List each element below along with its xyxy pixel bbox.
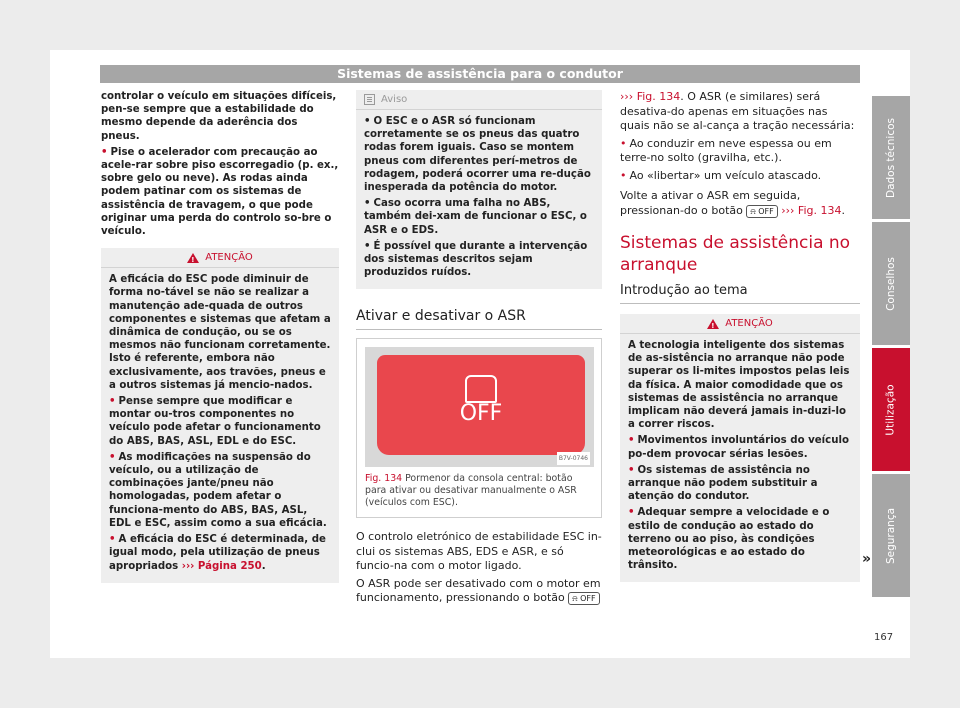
body-text: O ASR pode ser desativado com o motor em funcionamento, pressionando o botão xyxy=(356,576,601,605)
bullet-icon: • xyxy=(101,146,108,158)
warning-bullet xyxy=(109,451,332,530)
page-header: Sistemas de assistência para o condutor xyxy=(100,65,860,83)
bullet-icon: • xyxy=(364,198,371,210)
punctuation: . xyxy=(261,560,266,572)
bullet-icon: • xyxy=(620,136,627,150)
warning-body xyxy=(620,334,871,582)
body-text: . O ASR (e similares) será desativa-do apenas em situações nas quais não se al-cança a tração necessária: xyxy=(620,90,855,132)
warning-body xyxy=(101,268,339,582)
punctuation: . xyxy=(841,203,845,217)
bullet-text: Ao conduzir em neve espessa ou em terre-no solto (gravilha, etc.). xyxy=(620,136,832,164)
bullet-text: Caso ocorra uma falha no ABS, também dei-xam de funcionar o ESC, o ASR e o EDS. xyxy=(364,198,587,236)
chapter-title: Sistemas de assistência no arranque xyxy=(620,233,851,275)
note-title: Aviso xyxy=(381,93,408,105)
bullet-text: Pense sempre que modificar e montar ou-tros componentes no veículo pode afetar o funcionamento do ABS, BAS, ASL, EDL e do ESC. xyxy=(109,396,321,447)
list-item xyxy=(620,169,860,184)
warning-bullet xyxy=(628,464,853,504)
bullet-icon: • xyxy=(628,464,635,476)
page-reference-link[interactable]: ››› Página 250 xyxy=(181,560,262,572)
bullet-text: As modificações na suspensão do veículo, ou a utilização de combinações jante/pneu não homologadas, podem afetar o funciona-mento do ABS, BAS, ASL, EDL e ESC, assim como a sua eficácia. xyxy=(109,451,327,529)
page-number: 167 xyxy=(874,632,894,643)
warning-bullet xyxy=(109,533,332,573)
bullet-text: É possível que durante a intervenção dos sistemas descritos sejam produzidos ruídos. xyxy=(364,240,588,279)
bullet-icon: • xyxy=(620,168,627,182)
asr-off-key xyxy=(746,205,777,218)
figure-code: B7V-0746 xyxy=(557,452,590,465)
column-2 xyxy=(356,90,602,609)
off-label: OFF xyxy=(459,401,503,427)
figure-image xyxy=(365,347,594,467)
tab-label: Segurança xyxy=(885,507,897,564)
bullet-text: Movimentos involuntários do veículo po-dem provocar sérias lesões. xyxy=(628,435,849,460)
list-item xyxy=(620,137,860,166)
bullet-text: Pise o acelerador com precaução ao acele-rar sobre piso escorregadio (p. ex., sobre gelo ou neve). As rodas ainda podem patinar com os sistemas de assistência de travagem, o que pode originar uma perda do controlo so-bre o veículo. xyxy=(101,146,339,238)
body-para: O controlo eletrónico de estabilidade ESC in-clui os sistemas ABS, EDS e ASR, e só funcio-na com o motor ligado. xyxy=(356,530,602,573)
column-3 xyxy=(620,90,871,582)
note-bullet xyxy=(364,115,595,194)
section-heading: Ativar e desativar o ASR xyxy=(356,307,602,330)
bullet-icon: • xyxy=(364,116,371,127)
note-icon xyxy=(364,94,375,105)
note-bullet xyxy=(364,240,595,280)
warning-header xyxy=(620,314,860,334)
intro-text: controlar o veículo em situações difíceis, pen-se sempre que a estabilidade do mesmo depende da aderência dos pneus. xyxy=(101,91,337,142)
tab-utilizacao[interactable] xyxy=(872,348,910,471)
asr-off-button-image xyxy=(377,355,585,455)
bullet-text: Os sistemas de assistência no arranque não podem substituir a atenção do condutor. xyxy=(628,464,818,503)
warning-icon xyxy=(707,319,719,329)
skid-icon: ⍾ xyxy=(750,206,756,216)
bullet-text: A eficácia do ESC é determinada, de igual modo, pela utilização de pneus apropriados xyxy=(109,534,326,572)
warning-box xyxy=(620,314,871,582)
warning-bullet xyxy=(628,506,871,572)
tab-dados-tecnicos[interactable] xyxy=(872,96,910,219)
bullet-icon: • xyxy=(109,451,116,463)
note-box xyxy=(356,90,602,289)
page xyxy=(50,50,910,658)
warning-para: A tecnologia inteligente dos sistemas de as-sistência no arranque não pode superar os li-mites impostos pelas leis da física. A maior comodidade que os sistemas de assistência no arranque implicam não deverá jamais in-duzi-lo a correr riscos. xyxy=(628,340,850,431)
warning-title: ATENÇÃO xyxy=(205,252,253,264)
skid-icon: ⍾ xyxy=(572,594,578,604)
warning-box xyxy=(101,248,339,582)
bullet-icon: • xyxy=(109,534,116,546)
note-header xyxy=(356,90,602,110)
figure-reference-link[interactable]: ››› Fig. 134 xyxy=(620,90,681,103)
figure-caption xyxy=(365,473,593,509)
tab-label: Dados técnicos xyxy=(885,117,898,198)
subsection-title: Introdução ao tema xyxy=(620,282,860,304)
asr-off-key xyxy=(568,592,599,605)
warning-title: ATENÇÃO xyxy=(725,317,773,329)
warning-icon xyxy=(187,253,199,263)
chapter-tabs xyxy=(872,96,910,600)
figure-reference-link[interactable]: ››› Fig. 134 xyxy=(781,203,842,217)
caption-text: Pormenor da consola central: botão para ativar ou desativar manualmente o ASR (veículos com ESC). xyxy=(365,473,577,509)
intro-bullet xyxy=(101,146,339,238)
bullet-text: Ao «libertar» um veículo atascado. xyxy=(629,168,822,182)
warning-para: A eficácia do ESC pode diminuir de forma no-tável se não se realizar a manutenção ade-quada de outros componentes e sistemas que afetam a dinâmica de condução, ou se os mesmos não funcionam corretamente. Isto é referente, embora não exclusivamente, aos travões, pneus e a outros sistemas já mencio-nados. xyxy=(109,274,331,391)
body-para xyxy=(356,577,602,606)
warning-bullet xyxy=(109,395,332,448)
continue-arrow-icon: » xyxy=(861,551,871,568)
skid-car-icon xyxy=(465,375,497,403)
column-1 xyxy=(101,90,339,583)
figure-label: Fig. 134 xyxy=(365,473,403,485)
body-text: Volte a ativar o ASR em seguida, pressionan-do o botão xyxy=(620,189,801,217)
figure-134 xyxy=(356,338,602,518)
key-label: OFF xyxy=(758,206,774,216)
body-para xyxy=(620,90,860,134)
warning-bullet xyxy=(628,434,853,460)
bullet-icon: • xyxy=(628,435,635,447)
bullet-text: O ESC e o ASR só funcionam corretamente se os pneus das quatro rodas forem iguais. Caso se montem pneus com diferentes perí-metros de rodagem, poderá ocorrer uma re-dução inesperada da potência do motor. xyxy=(364,116,591,194)
bullet-icon: • xyxy=(109,396,116,408)
warning-header xyxy=(101,248,339,268)
tab-label: Utilização xyxy=(885,383,898,436)
tab-conselhos[interactable] xyxy=(872,222,910,345)
note-bullet xyxy=(364,197,595,237)
bullet-text: Adequar sempre a velocidade e o estilo de condução ao estado do terreno ou ao piso, às condições meteorológicas e ao estado do trânsito. xyxy=(628,507,830,572)
key-label: OFF xyxy=(580,594,596,604)
tab-seguranca[interactable] xyxy=(872,474,910,597)
tab-label: Conselhos xyxy=(885,256,897,311)
bullet-icon: • xyxy=(364,240,371,252)
bullet-icon: • xyxy=(628,507,635,519)
body-para xyxy=(620,189,860,218)
note-body xyxy=(356,110,602,289)
